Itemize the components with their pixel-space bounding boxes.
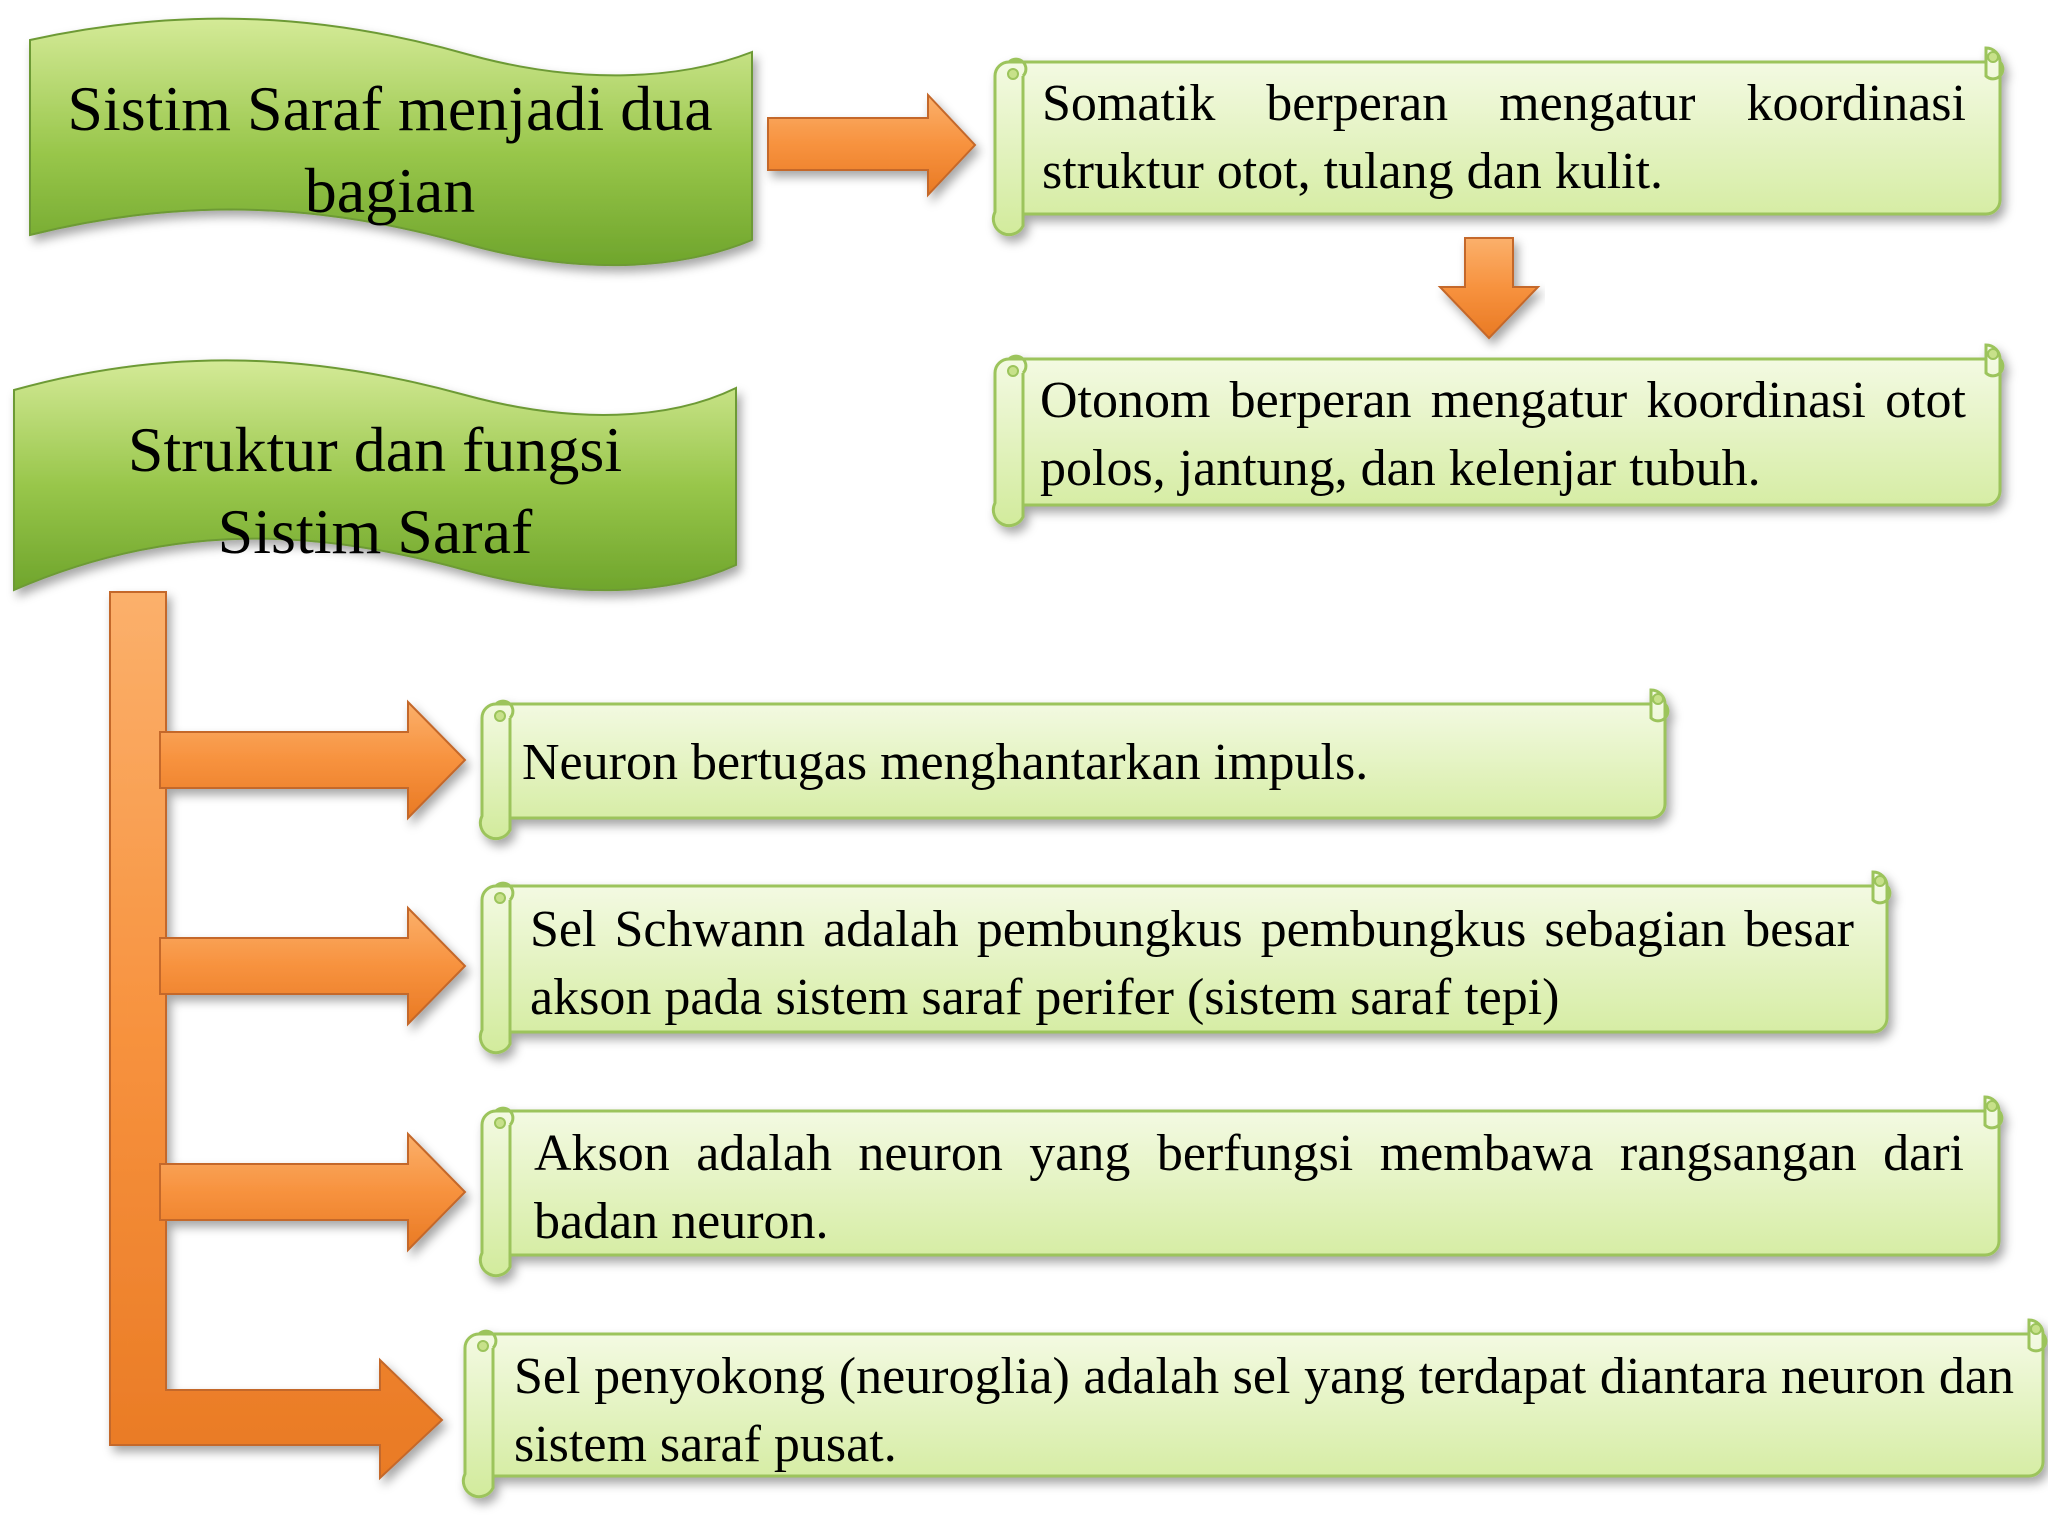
branch-arrow-3: [160, 1134, 465, 1250]
schwann-text: Sel Schwann adalah pembungkus pembungkus sebagian besar akson pada sistem saraf perifer (sistem saraf tepi): [530, 901, 1854, 1026]
branch-arrow-2: [160, 908, 465, 1024]
branch-arrow-1: [160, 702, 465, 818]
somatik-text: Somatik berperan mengatur koordinasi struktur otot, tulang dan kulit.: [1042, 75, 1966, 200]
arrow-down: [1440, 238, 1538, 338]
banner-top-title: Sistim Saraf menjadi dua bagian: [67, 73, 713, 226]
banner-main-title: Struktur dan fungsi Sistim Saraf: [127, 414, 623, 567]
bracket-arrows: [110, 592, 465, 1478]
penyokong-text: Sel penyokong (neuroglia) adalah sel yang terdapat diantara neuron dan sistem saraf pusat.: [514, 1348, 2014, 1473]
arrow-right-top: [768, 95, 975, 195]
neuron-text: Neuron bertugas menghantarkan impuls.: [522, 734, 1369, 791]
otonom-text: Otonom berperan mengatur koordinasi otot polos, jantung, dan kelenjar tubuh.: [1040, 372, 1966, 497]
bracket-vertical-bar: [110, 592, 442, 1478]
akson-text: Akson adalah neuron yang berfungsi membawa rangsangan dari badan neuron.: [534, 1125, 1964, 1250]
